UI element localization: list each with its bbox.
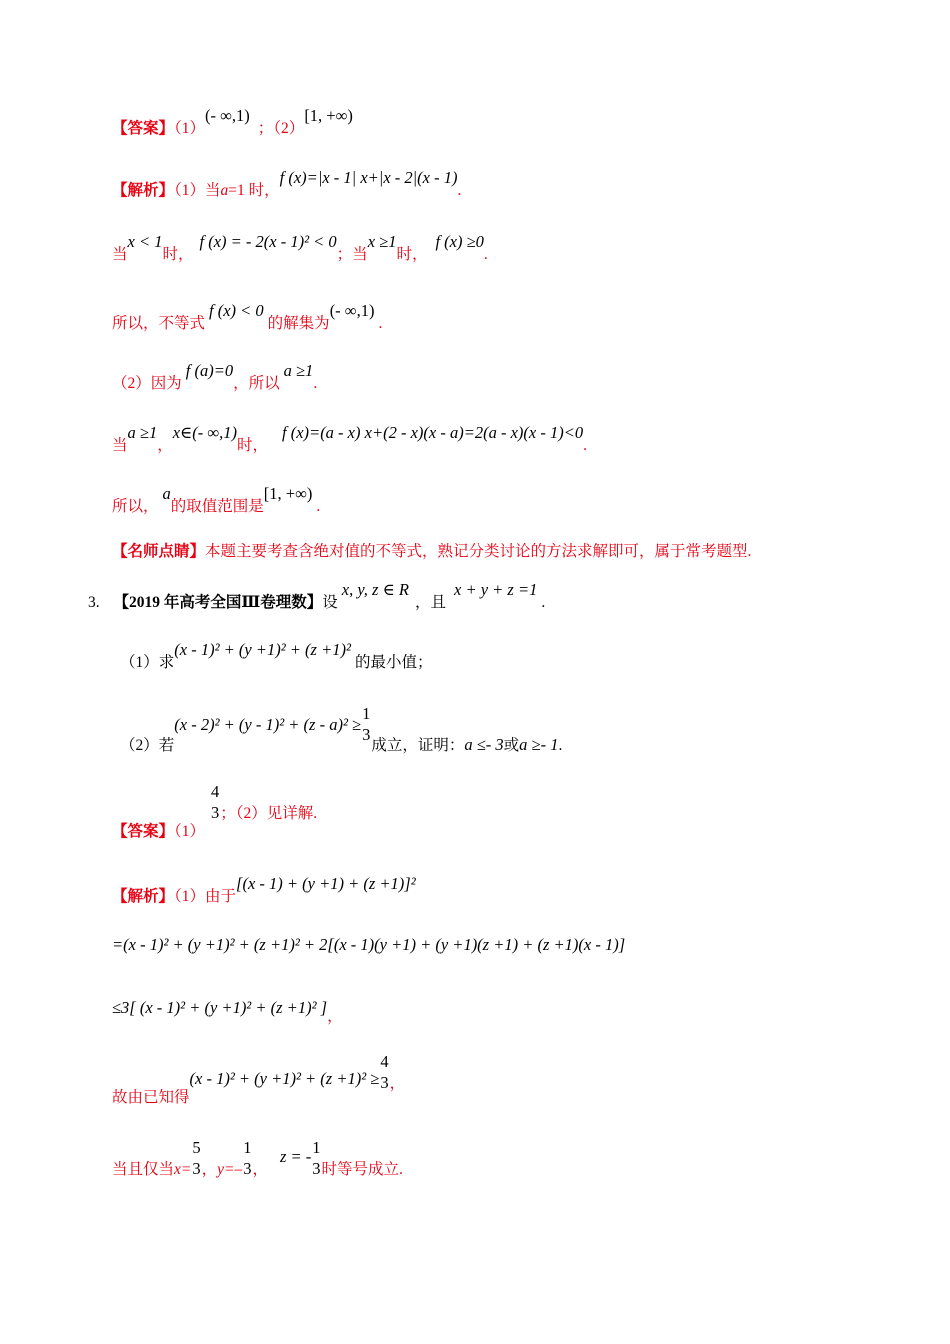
math-expression: f (x) = - 2(x - 1)² < 0 xyxy=(199,232,337,251)
question-number: 3. xyxy=(88,594,100,611)
analysis-text: =1 时， xyxy=(228,182,280,199)
answer-part1-value: (- ∞,1) xyxy=(205,106,250,125)
math-expression: f (a)=0 xyxy=(185,361,234,380)
math-expression: [1, +∞) xyxy=(263,484,313,503)
q3-answer-line xyxy=(112,782,318,841)
text: （1）由于 xyxy=(174,888,237,905)
answer-separator: ； xyxy=(257,120,274,137)
q2-analysis-line-1 xyxy=(112,168,462,201)
comma: ， xyxy=(252,1161,268,1179)
text: ，所以 xyxy=(233,375,280,392)
answer-part1-label: （1） xyxy=(174,823,206,841)
math-expression: (- ∞,1) xyxy=(329,301,375,320)
math-expression: =(x - 1)² + (y +1)² + (z +1)² + 2[(x - 1)(y +1) + (y +1)(z +1) + (z +1)(x - 1)] xyxy=(112,935,626,954)
answer-part1-label: （1） xyxy=(174,120,206,137)
text: 的取值范围是 xyxy=(170,498,264,515)
fraction-x xyxy=(192,1138,200,1179)
math-expression: f (x) < 0 xyxy=(209,301,264,320)
analysis-text: （1）当 xyxy=(174,182,221,199)
period: . xyxy=(457,182,462,199)
math-var: y=– xyxy=(217,1161,243,1179)
numerator: 4 xyxy=(211,782,220,801)
math-expression: x + y + z =1 xyxy=(454,580,538,599)
text: 时等号成立. xyxy=(321,1161,403,1179)
denominator: 3 xyxy=(243,1158,252,1178)
math-expression: [(x - 1) + (y +1) + (z +1)]² xyxy=(236,874,416,893)
numerator: 1 xyxy=(243,1138,252,1157)
comma: ， xyxy=(201,1161,218,1179)
fraction xyxy=(380,1052,388,1093)
denominator: 3 xyxy=(312,1158,321,1178)
denominator: 3 xyxy=(192,1158,201,1178)
answer-fraction xyxy=(211,782,219,823)
denominator: 3 xyxy=(380,1072,389,1092)
analysis-var: a xyxy=(220,182,229,199)
numerator: 1 xyxy=(362,704,371,723)
q3-analysis-line-4 xyxy=(112,1052,406,1107)
answer-part2-value: [1, +∞) xyxy=(304,106,353,125)
text: 故由已知得 xyxy=(112,1089,190,1107)
math-expression: x < 1 xyxy=(127,232,163,251)
period: . xyxy=(583,437,587,454)
tip-tag: 【名师点睛】 xyxy=(112,543,206,560)
answer-part2-label: （2） xyxy=(273,120,305,137)
q2-answer-line xyxy=(112,106,353,139)
text: 时， xyxy=(237,437,269,454)
q3-analysis-line-1 xyxy=(112,874,416,907)
math-var: x= xyxy=(174,1161,192,1179)
math-expression: x, y, z ∈ R xyxy=(341,580,409,599)
q3-part2-line xyxy=(120,700,563,755)
math-expression: x ≥1 xyxy=(367,232,397,251)
comma: ， xyxy=(389,1075,406,1093)
denominator: 3 xyxy=(362,724,371,744)
math-expression: a ≥1 xyxy=(127,423,158,442)
numerator: 5 xyxy=(192,1138,201,1157)
text: 所以， xyxy=(112,498,159,515)
math-expression: a ≤- 3 xyxy=(464,735,504,755)
fraction-z xyxy=(312,1138,320,1179)
math-expression: (x - 1)² + (y +1)² + (z +1)² xyxy=(174,640,351,659)
answer-tag: 【答案】 xyxy=(112,823,175,841)
answer-separator: ； xyxy=(220,805,236,823)
numerator: 1 xyxy=(312,1138,321,1157)
analysis-tag: 【解析】 xyxy=(112,888,175,905)
text: 设 xyxy=(322,594,338,611)
period: . xyxy=(316,498,321,515)
math-expression: ≤3[ (x - 1)² + (y +1)² + (z +1)² ] xyxy=(112,998,328,1017)
text: ；当 xyxy=(336,246,368,263)
q3-stem-line xyxy=(88,580,546,613)
tip-text: 本题主要考查含绝对值的不等式，熟记分类讨论的方法求解即可，属于常考题型. xyxy=(205,543,752,560)
math-expression: f (x)=|x - 1| x+|x - 2|(x - 1) xyxy=(279,168,458,187)
text: （1）求 xyxy=(120,654,175,671)
q2-analysis-line-5 xyxy=(112,423,587,456)
period: . xyxy=(541,594,546,611)
text: 的解集为 xyxy=(267,315,330,332)
math-expression: x∈(- ∞,1) xyxy=(172,423,238,442)
q2-analysis-line-3 xyxy=(112,301,383,334)
text: 当 xyxy=(112,246,128,263)
text: 当且仅当 xyxy=(112,1161,175,1179)
answer-part2: （2）见详解. xyxy=(235,805,318,823)
text: 时， xyxy=(162,246,194,263)
q2-analysis-line-4 xyxy=(112,361,318,394)
period: . xyxy=(378,315,383,332)
math-expression: a ≥1 xyxy=(283,361,314,380)
q3-analysis-line-3 xyxy=(112,998,343,1025)
text: （2）因为 xyxy=(112,375,182,392)
math-expression: a xyxy=(162,484,171,503)
math-expression: a ≥- 1 xyxy=(519,735,559,755)
q2-tip-line xyxy=(112,543,751,562)
question-source: 【2019 年高考全国Ⅲ卷理数】 xyxy=(113,594,323,611)
text: 或 xyxy=(503,737,520,755)
text: 成立，证明： xyxy=(371,737,465,755)
numerator: 4 xyxy=(380,1052,389,1071)
math-expression: (x - 1)² + (y +1)² + (z +1)² ≥ xyxy=(189,1069,380,1089)
math-expression: (x - 2)² + (y - 1)² + (z - a)² ≥ xyxy=(174,715,362,735)
q3-part1-line xyxy=(120,640,433,673)
comma: ， xyxy=(327,1008,343,1025)
text: 当 xyxy=(112,437,128,454)
q3-analysis-line-2 xyxy=(112,935,625,956)
answer-tag: 【答案】 xyxy=(112,120,175,137)
q3-analysis-line-5 xyxy=(112,1138,403,1179)
q2-analysis-line-2 xyxy=(112,232,488,265)
q2-analysis-line-6 xyxy=(112,484,321,517)
text: 时， xyxy=(396,246,428,263)
period: . xyxy=(483,246,488,263)
period: . xyxy=(313,375,318,392)
text: ，且 xyxy=(414,594,446,611)
denominator: 3 xyxy=(211,802,220,822)
math-expression: f (x)=(a - x) x+(2 - x)(x - a)=2(a - x)(x - 1)<0 xyxy=(282,423,584,442)
analysis-tag: 【解析】 xyxy=(112,182,175,199)
text: 的最小值； xyxy=(354,654,433,671)
math-expression: f (x) ≥0 xyxy=(435,232,484,251)
text: ， xyxy=(157,437,173,454)
math-var: z = - xyxy=(279,1147,312,1167)
text: （2）若 xyxy=(120,737,175,755)
text: 所以，不等式 xyxy=(112,315,206,332)
fraction xyxy=(362,704,370,745)
period: . xyxy=(558,737,563,755)
fraction-y xyxy=(243,1138,251,1179)
